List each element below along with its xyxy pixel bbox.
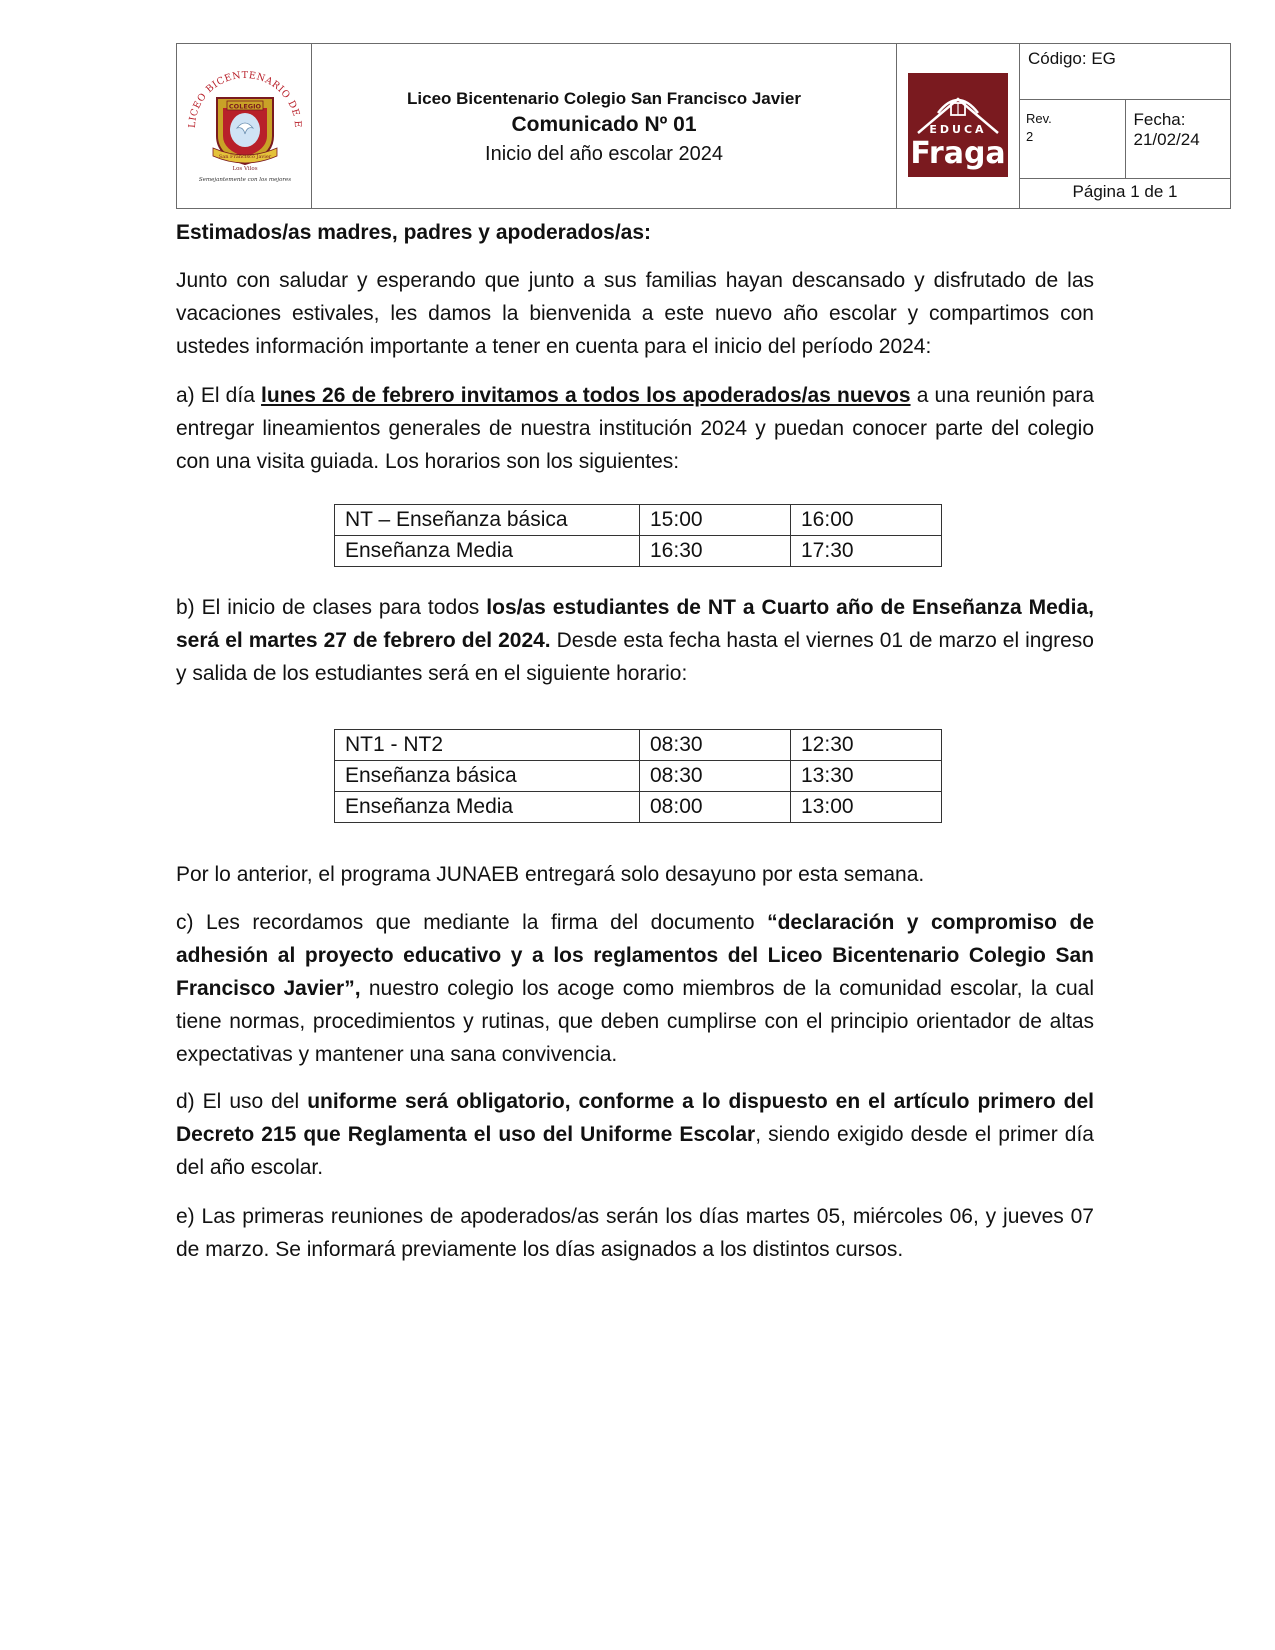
educa-fraga-mark — [908, 73, 1008, 177]
class-schedule-table — [334, 729, 942, 823]
item-e-paragraph: e) Las primeras reuniones de apoderados/as serán los días martes 05, miércoles 06, y jueves 07 de marzo. Se informará previamente los días asignados a los distintos cursos. — [176, 1205, 1094, 1261]
school-name: Liceo Bicentenario Colegio San Francisco Javier — [407, 88, 801, 108]
item-c-bold: “declaración y compromiso de adhesión al proyecto educativo y a los reglamentos del Liceo Bicentenario Colegio San Francisco Javier”, — [176, 911, 1094, 1000]
crest-motto-text: Semejantemente con los mejores — [198, 177, 292, 183]
page-number: Página 1 de 1 — [1072, 182, 1178, 201]
item-c-paragraph: c) Les recordamos que mediante la firma del documento “declaración y compromiso de adhesión al proyecto educativo y a los reglamentos del Liceo Bicentenario Colegio San Francisco Javier”, nuestro colegio los acoge como miembros de la comunidad escolar, la cual tiene normas, procedimientos y rutinas, que deben cumplirse con el principio orientador de altas expectativas y mantener una sana convivencia. — [176, 911, 1094, 1066]
item-b-paragraph: b) El inicio de clases para todos los/as estudiantes de NT a Cuarto año de Enseñanza Media, será el martes 27 de febrero del 2024. Desde esta fecha hasta el viernes 01 de marzo el ingreso y salida de los estudiantes será en el siguiente horario: — [176, 596, 1094, 685]
document-code: Código: EG — [1020, 44, 1230, 100]
item-a-highlight: lunes 26 de febrero invitamos a todos los apoderados/as nuevos — [261, 384, 911, 407]
item-b-bold: los/as estudiantes de NT a Cuarto año de Enseñanza Media, será el martes 27 de febrero del 2024. — [176, 596, 1094, 652]
fraga-text: Fraga — [910, 135, 1006, 171]
item-d-paragraph: d) El uso del uniforme será obligatorio, conforme a lo dispuesto en el artículo primero del Decreto 215 que Reglamenta el uso del Uniforme Escolar, siendo exigido desde el primer día del año escolar. — [176, 1090, 1094, 1179]
item-d-bold: uniforme será obligatorio, conforme a lo dispuesto en el artículo primero del Decreto 215 que Reglamenta el uso del Uniforme Escolar — [176, 1090, 1094, 1146]
crest-location-text: Los Vilos — [232, 166, 258, 172]
table-row: NT1 - NT2 08:30 12:30 — [335, 730, 942, 761]
document-header — [176, 43, 1231, 209]
school-logo-cell — [177, 44, 312, 209]
junaeb-note: Por lo anterior, el programa JUNAEB entregará solo desayuno por esta semana. — [176, 863, 925, 886]
revision: Rev. 2 — [1020, 100, 1125, 179]
document-meta-cell — [1020, 44, 1231, 209]
partner-logo-cell — [897, 44, 1020, 209]
intro-paragraph: Junto con saludar y esperando que junto a sus familias hayan descansado y disfrutado de las vacaciones estivales, les damos la bienvenida a este nuevo año escolar y compartimos con ustedes información importante a tener en cuenta para el inicio del período 2024: — [176, 269, 1094, 358]
crest-banner-text: COLEGIO — [228, 102, 262, 111]
greeting: Estimados/as madres, padres y apoderados/as: — [176, 221, 652, 244]
comunicado-subtitle: Inicio del año escolar 2024 — [485, 142, 723, 165]
table-row: Enseñanza Media 16:30 17:30 — [335, 536, 942, 567]
crest-ribbon-text: San Francisco Javier — [218, 154, 272, 160]
document-date: Fecha: 21/02/24 — [1125, 100, 1230, 179]
school-crest-logo — [177, 44, 311, 190]
table-row: Enseñanza Media 08:00 13:00 — [335, 792, 942, 823]
item-a-paragraph: a) El día lunes 26 de febrero invitamos a todos los apoderados/as nuevos a una reunión para entregar lineamientos generales de nuestra institución 2024 y puedan conocer parte del colegio con una visita guiada. Los horarios son los siguientes: — [176, 384, 1094, 473]
document-meta — [1020, 44, 1230, 208]
header-title-cell — [312, 44, 897, 209]
educa-text: EDUCA — [929, 122, 987, 136]
crest-arc-text: LICEO BICENTENARIO DE E — [186, 70, 304, 129]
table-row: Enseñanza básica 08:30 13:30 — [335, 761, 942, 792]
comunicado-title: Comunicado Nº 01 — [511, 112, 697, 136]
educa-fraga-logo — [908, 73, 1008, 177]
meeting-schedule-table — [334, 504, 942, 567]
table-row: NT – Enseñanza básica 15:00 16:00 — [335, 505, 942, 536]
